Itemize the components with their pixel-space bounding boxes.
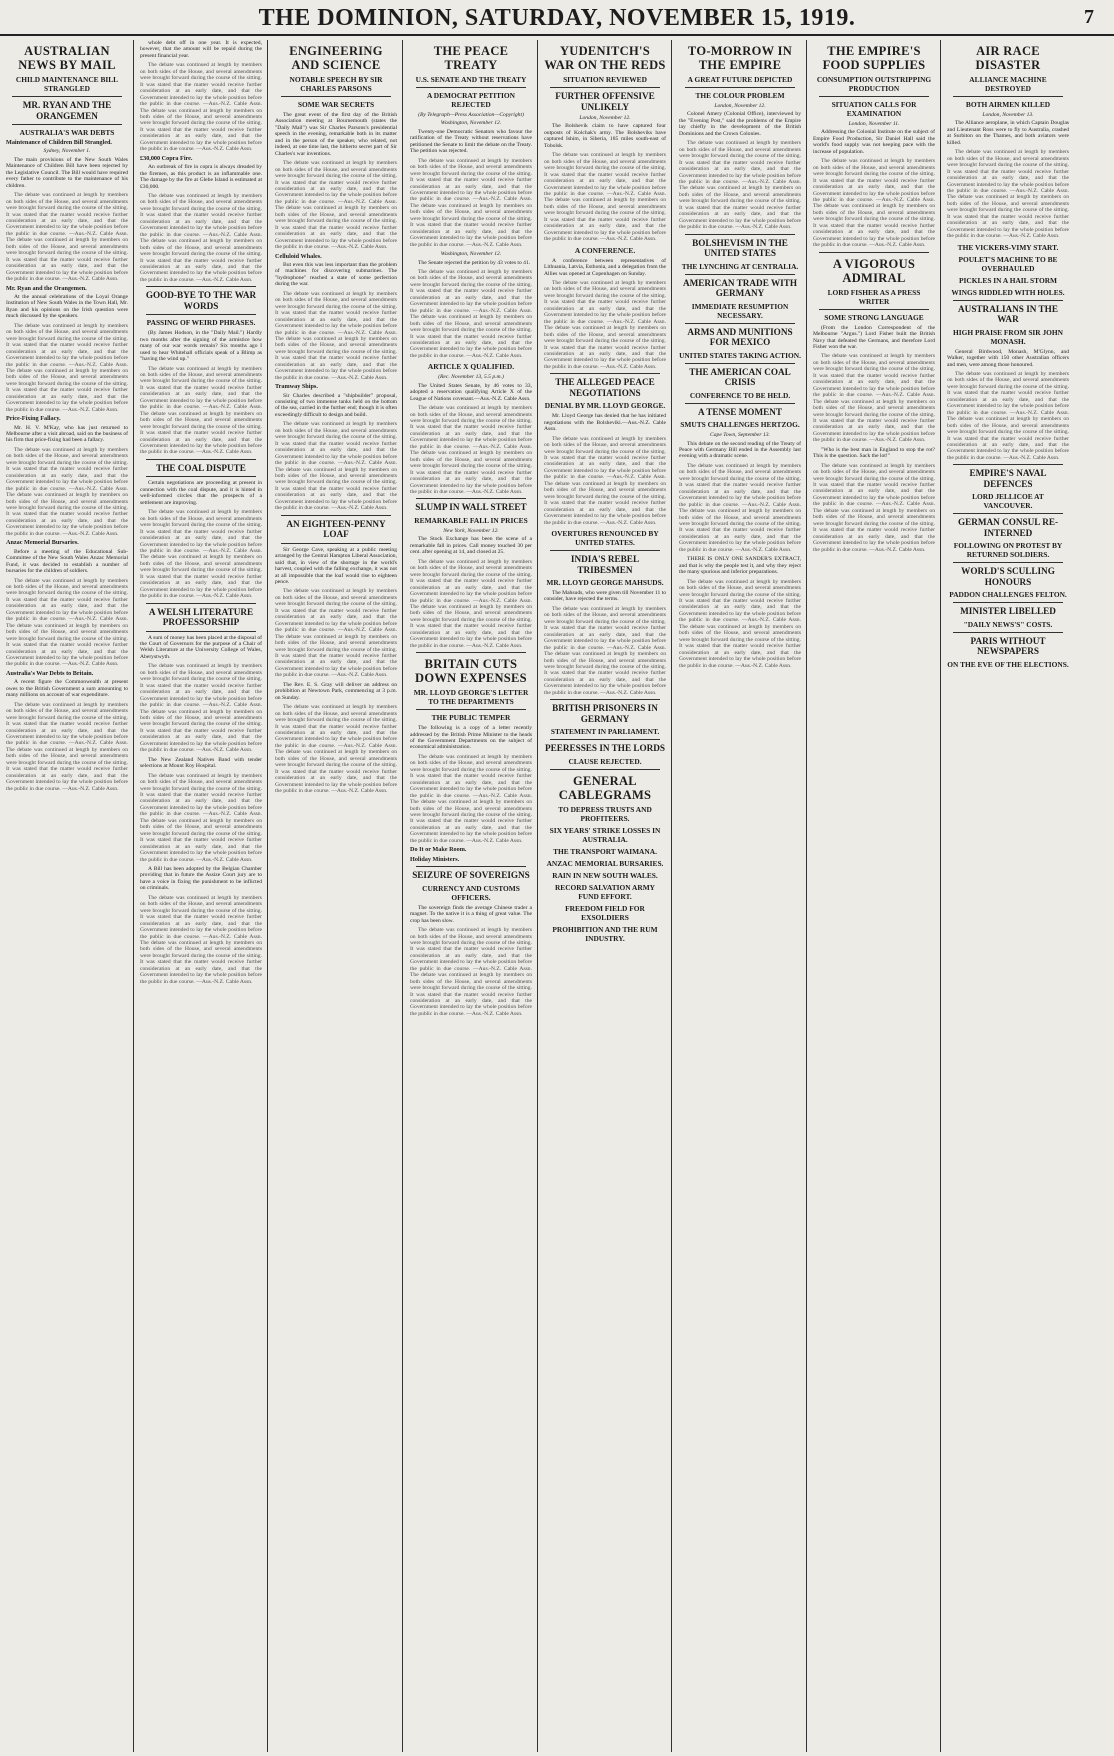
section-heading: Tramway Ships. [275, 383, 318, 391]
rule-divider [953, 464, 1063, 465]
section-heading: Australia's War Debts to Britain. [6, 669, 94, 677]
body-paragraph-continued: The debate was continued at length by members on both sides of the House, and several amendments were brought forward during the course of the sitting. It was stated that the matter would receive further consideration at an early date, and that the Government intended to lay the whole position before the public in due course. —Aus.-N.Z. Cable Assn. The debate was continued at length by members on both sides of the House, and several amendments were brought forward during the course of the sitting. It was stated that the matter would receive further consideration at an early date, and that the Government intended to lay the whole position before the public in due course. —Aus.-N.Z. Cable Assn. [140, 894, 262, 985]
body-paragraph: An outbreak of fire in copra is always dreaded by the firemen, as this product is an inflammable one. The damage by the fire at Glebe Island is estimated at £30,000. [140, 164, 262, 190]
body-paragraph: "Who is the best man in England to stop the rot? This is the question. Sack the lot!" [813, 446, 935, 460]
masthead-title: THE DOMINION, SATURDAY, NOVEMBER 15, 1919. [258, 5, 856, 31]
article-subhead: PEERESSES IN THE LORDS [544, 743, 666, 754]
column-divider [267, 40, 268, 1752]
article-subhead: SOME WAR SECRETS [297, 100, 375, 109]
article-subhead: THE ALLEGED PEACE NEGOTIATIONS [555, 377, 655, 398]
dateline: (Rec. November 13, 5.5 p.m.) [438, 374, 504, 381]
body-paragraph-continued: The debate was continued at length by members on both sides of the House, and several amendments were brought forward during the course of the sitting. It was stated that the matter would receive further consideration at an early date, and that the Government intended to lay the whole position before the public in due course. —Aus.-N.Z. Cable Assn. The debate was continued at length by members on both sides of the House, and several amendments were brought forward during the course of the sitting. It was stated that the matter would receive further consideration at an early date, and that the Government intended to lay the whole position before the public in due course. —Aus.-N.Z. Cable Assn. [813, 158, 935, 249]
body-paragraph-continued: The debate was continued at length by members on both sides of the House, and several amendments were brought forward during the course of the sitting. It was stated that the matter would receive further consideration at an early date, and that the Government intended to lay the whole position before the public in due course. —Aus.-N.Z. Cable Assn. The debate was continued at length by members on both sides of the House, and several amendments were brought forward during the course of the sitting. It was stated that the matter would receive further consideration at an early date, and that the Government intended to lay the whole position before the public in due course. —Aus.-N.Z. Cable Assn. [6, 322, 128, 413]
body-paragraph-continued: The debate was continued at length by members on both sides of the House, and several amendments were brought forward during the course of the sitting. It was stated that the matter would receive further consideration at an early date, and that the Government intended to lay the whole position before the public in due course. —Aus.-N.Z. Cable Assn. The debate was continued at length by members on both sides of the House, and several amendments were brought forward during the course of the sitting. It was stated that the matter would receive further consideration at an early date, and that the Government intended to lay the whole position before the public in due course. —Aus.-N.Z. Cable Assn. [544, 605, 666, 696]
article-headline: GENERAL CABLEGRAMS [558, 773, 652, 802]
article-subhead: THE COAL DISPUTE [156, 462, 246, 473]
article-subhead: RAIN IN NEW SOUTH WALES. [552, 870, 658, 880]
rule-divider [819, 252, 929, 253]
dateline: London, November 12. [579, 115, 631, 121]
body-paragraph: The Stock Exchange has been the scene of a remarkable fall in prices. Call money touched 30 per cent. after opening at 14, and closed at 25. [410, 536, 532, 556]
column-divider [133, 40, 134, 1752]
rule-divider [550, 769, 660, 770]
body-paragraph-continued: The debate was continued at length by members on both sides of the House, and several amendments were brought forward during the course of the sitting. It was stated that the matter would receive further consideration at an early date, and that the Government intended to lay the whole position before the public in due course. —Aus.-N.Z. Cable Assn. The debate was continued at length by members on both sides of the House, and several amendments were brought forward during the course of the sitting. It was stated that the matter would receive further consideration at an early date, and that the Government intended to lay the whole position before the public in due course. —Aus.-N.Z. Cable Assn. [544, 279, 666, 370]
article-subhead: BOLSHEVISM IN THE UNITED STATES [692, 237, 788, 259]
article-subhead: BOTH AIRMEN KILLED [965, 100, 1051, 109]
body-paragraph: The Senate rejected the petition by 43 votes to 41. [418, 259, 531, 266]
body-paragraph-continued: The debate was continued at length by members on both sides of the House, and several amendments were brought forward during the course of the sitting. It was stated that the matter would receive further consideration at an early date, and that the Government intended to lay the whole position before the public in due course. —Aus.-N.Z. Cable Assn. The debate was continued at length by members on both sides of the House, and several amendments were brought forward during the course of the sitting. It was stated that the matter would receive further consideration at an early date, and that the Government intended to lay the whole position before the public in due course. —Aus.-N.Z. Cable Assn. [275, 421, 397, 512]
body-paragraph-continued: The debate was continued at length by members on both sides of the House, and several amendments were brought forward during the course of the sitting. It was stated that the matter would receive further consideration at an early date, and that the Government intended to lay the whole position before the public in due course. —Aus.-N.Z. Cable Assn. The debate was continued at length by members on both sides of the House, and several amendments were brought forward during the course of the sitting. It was stated that the matter would receive further consideration at an early date, and that the Government intended to lay the whole position before the public in due course. —Aus.-N.Z. Cable Assn. [6, 701, 128, 792]
article-subhead: A DEMOCRAT PETITION REJECTED [426, 91, 515, 109]
body-paragraph: A recent figure the Commonwealth at present owes to the British Government a sum amounting to many millions on account of war expenditure. [6, 679, 128, 699]
body-paragraph-continued: The debate was continued at length by members on both sides of the House, and several amendments were brought forward during the course of the sitting. It was stated that the matter would receive further consideration at an early date, and that the Government intended to lay the whole position before the public in due course. —Aus.-N.Z. Cable Assn. The debate was continued at length by members on both sides of the House, and several amendments were brought forward during the course of the sitting. It was stated that the matter would receive further consideration at an early date, and that the Government intended to lay the whole position before the public in due course. —Aus.-N.Z. Cable Assn. [410, 558, 532, 649]
article-subhead: TO DEPRESS TRUSTS AND PROFITEERS. [558, 804, 652, 823]
rule-divider [146, 314, 256, 315]
article-subhead: OVERTURES RENOUNCED BY UNITED STATES. [551, 529, 659, 548]
article-subhead: A CONFERENCE. [574, 245, 636, 255]
article-subhead: GERMAN CONSUL RE-INTERNED [957, 517, 1059, 538]
rule-divider [146, 631, 256, 632]
body-paragraph: whole debt off in one year. It is expected, however, that the amount will be repaid during the present financial year. [140, 40, 262, 59]
article-subhead: PASSING OF WEIRD PHRASES. [146, 318, 256, 328]
article-subhead: A TENSE MOMENT [697, 406, 783, 417]
article-subhead: ARMS AND MUNITIONS FOR MEXICO [687, 326, 793, 348]
article-subhead: HIGH PRAISE FROM SIR JOHN MONASH. [952, 327, 1064, 346]
article-headline: AUSTRALIAN NEWS BY MAIL [18, 44, 116, 72]
body-paragraph-continued: The debate was continued at length by members on both sides of the House, and several amendments were brought forward during the course of the sitting. It was stated that the matter would receive further consideration at an early date, and that the Government intended to lay the whole position before the public in due course. —Aus.-N.Z. Cable Assn. The debate was continued at length by members on both sides of the House, and several amendments were brought forward during the course of the sitting. It was stated that the matter would receive further consideration at an early date, and that the Government intended to lay the whole position before the public in due course. —Aus.-N.Z. Cable Assn. [813, 353, 935, 444]
body-paragraph-continued: The debate was continued at length by members on both sides of the House, and several amendments were brought forward during the course of the sitting. It was stated that the matter would receive further consideration at an early date, and that the Government intended to lay the whole position before the public in due course. —Aus.-N.Z. Cable Assn. The debate was continued at length by members on both sides of the House, and several amendments were brought forward during the course of the sitting. It was stated that the matter would receive further consideration at an early date, and that the Government intended to lay the whole position before the public in due course. —Aus.-N.Z. Cable Assn. [410, 268, 532, 359]
article-subhead: AUSTRALIA'S WAR DEBTS [19, 128, 115, 137]
body-paragraph: A Bill has been adopted by the Belgian Chamber providing that in future the Assize Court jury are to have a voice in fixing the punishment to be inflicted on criminals. [140, 865, 262, 892]
article-subhead: RECORD SALVATION ARMY FUND EFFORT. [554, 882, 656, 901]
body-paragraph: The Bolshevik claim to have captured four outposts of Kolchak's army. The Bolsheviks have captured Ishim, in Siberia, 185 miles south-east of Tobolsk. [544, 123, 666, 149]
body-paragraph: The sovereign finds the average Chinese trader a magnet. To the native it is a thing of great value. The crop has been slow. [410, 904, 532, 924]
body-paragraph-continued: The debate was continued at length by members on both sides of the House, and several amendments were brought forward during the course of the sitting. It was stated that the matter would receive further consideration at an early date, and that the Government intended to lay the whole position before the public in due course. —Aus.-N.Z. Cable Assn. The debate was continued at length by members on both sides of the House, and several amendments were brought forward during the course of the sitting. It was stated that the matter would receive further consideration at an early date, and that the Government intended to lay the whole position before the public in due course. —Aus.-N.Z. Cable Assn. [679, 140, 801, 231]
body-paragraph: But even this was less important than the problem of machines for discovering submarines. The "hydrophone" reached a state of some perfection during the war. [275, 261, 397, 288]
rule-divider [953, 562, 1063, 563]
rule-divider [416, 87, 526, 88]
article-headline: THE PEACE TREATY [433, 44, 509, 72]
column-8 [947, 40, 1069, 1752]
article-subhead: REMARKABLE FALL IN PRICES [414, 515, 528, 525]
body-paragraph: Sir Charles described a "shipbuilder" proposal, consisting of two immense tanks held on the bottom of the sea, carried in the further end; though it is often exceedingly difficult to design and build. [275, 392, 397, 418]
rule-divider [281, 96, 391, 97]
article-subhead: LORD JELLICOE AT VANCOUVER. [972, 492, 1044, 511]
body-paragraph: Mr. H. V. M'Kay, who has just returned to Melbourne after a visit abroad, said on the business of his firm that price-fixing had been a fallacy. [6, 424, 128, 444]
article-subhead: A WELSH LITERATURE PROFESSORSHIP [148, 606, 254, 628]
rule-divider [550, 373, 660, 374]
body-paragraph-continued: The debate was continued at length by members on both sides of the House, and several amendments were brought forward during the course of the sitting. It was stated that the matter would receive further consideration at an early date, and that the Government intended to lay the whole position before the public in due course. —Aus.-N.Z. Cable Assn. The debate was continued at length by members on both sides of the House, and several amendments were brought forward during the course of the sitting. It was stated that the matter would receive further consideration at an early date, and that the Government intended to lay the whole position before the public in due course. —Aus.-N.Z. Cable Assn. [275, 704, 397, 795]
rule-divider [416, 498, 526, 499]
article-subhead: "DAILY NEWS'S" COSTS. [963, 619, 1053, 629]
body-paragraph-continued: The debate was continued at length by members on both sides of the House, and several amendments were brought forward during the course of the sitting. It was stated that the matter would receive further consideration at an early date, and that the Government intended to lay the whole position before the public in due course. —Aus.-N.Z. Cable Assn. The debate was continued at length by members on both sides of the House, and several amendments were brought forward during the course of the sitting. It was stated that the matter would receive further consideration at an early date, and that the Government intended to lay the whole position before the public in due course. —Aus.-N.Z. Cable Assn. [410, 927, 532, 1017]
rule-divider [550, 87, 660, 88]
article-subhead: AUSTRALIANS IN THE WAR [958, 303, 1058, 325]
article-subhead: U.S. SENATE AND THE TREATY [415, 75, 527, 84]
body-paragraph: Twenty-one Democratic Senators who favour the ratification of the Treaty without reservations have petitioned the Senate to limit the debate on the Treaty. The petition was rejected. [410, 128, 532, 155]
article-subhead: CLAUSE REJECTED. [568, 756, 642, 766]
body-paragraph-continued: The debate was continued at length by members on both sides of the House, and several amendments were brought forward during the course of the sitting. It was stated that the matter would receive further consideration at an early date, and that the Government intended to lay the whole position before the public in due course. —Aus.-N.Z. Cable Assn. The debate was continued at length by members on both sides of the House, and several amendments were brought forward during the course of the sitting. It was stated that the matter would receive further consideration at an early date, and that the Government intended to lay the whole position before the public in due course. —Aus.-N.Z. Cable Assn. [679, 578, 801, 669]
rule-divider [953, 96, 1063, 97]
section-heading: Price-Fixing Fallacy. [6, 415, 61, 423]
column-1 [6, 40, 128, 1752]
article-subhead: FURTHER OFFENSIVE UNLIKELY [555, 91, 655, 112]
body-paragraph-continued: The debate was continued at length by members on both sides of the House, and several amendments were brought forward during the course of the sitting. It was stated that the matter would receive further consideration at an early date, and that the Government intended to lay the whole position before the public in due course. —Aus.-N.Z. Cable Assn. The debate was continued at length by members on both sides of the House, and several amendments were brought forward during the course of the sitting. It was stated that the matter would receive further consideration at an early date, and that the Government intended to lay the whole position before the public in due course. —Aus.-N.Z. Cable Assn. [140, 62, 262, 153]
body-paragraph-continued: The debate was continued at length by members on both sides of the House, and several amendments were brought forward during the course of the sitting. It was stated that the matter would receive further consideration at an early date, and that the Government intended to lay the whole position before the public in due course. —Aus.-N.Z. Cable Assn. The debate was continued at length by members on both sides of the House, and several amendments were brought forward during the course of the sitting. It was stated that the matter would receive further consideration at an early date, and that the Government intended to lay the whole position before the public in due course. —Aus.-N.Z. Cable Assn. [6, 577, 128, 668]
rule-divider [953, 513, 1063, 514]
rule-divider [685, 403, 795, 404]
article-subhead: CONSUMPTION OUTSTRIPPING PRODUCTION [816, 75, 932, 93]
section-heading: Anzac Memorial Bursaries. [6, 539, 79, 547]
article-subhead: MR. LLOYD GEORGE MAHSUDS. [546, 578, 664, 588]
article-subhead: SEIZURE OF SOVEREIGNS [412, 870, 530, 881]
dateline: London, November 12. [714, 103, 766, 109]
article-subhead: SIX YEARS' STRIKE LOSSES IN AUSTRALIA. [549, 825, 661, 844]
article-headline: BRITAIN CUTS DOWN EXPENSES [415, 657, 527, 686]
body-paragraph: A conference between representatives of Lithuania, Latvia, Esthonia, and a delegation from the Allies was opened at Copenhagen on Sunday. [544, 257, 666, 277]
body-paragraph: The following is a copy of a letter recently addressed by the British Prime Minister to the heads of the Government Departments on the subject of economical administration. [410, 725, 532, 751]
rule-divider [146, 603, 256, 604]
rule-divider [416, 652, 526, 653]
body-paragraph-continued: The debate was continued at length by members on both sides of the House, and several amendments were brought forward during the course of the sitting. It was stated that the matter would receive further consideration at an early date, and that the Government intended to lay the whole position before the public in due course. —Aus.-N.Z. Cable Assn. The debate was continued at length by members on both sides of the House, and several amendments were brought forward during the course of the sitting. It was stated that the matter would receive further consideration at an early date, and that the Government intended to lay the whole position before the public in due course. —Aus.-N.Z. Cable Assn. [813, 462, 935, 553]
body-paragraph-continued: The debate was continued at length by members on both sides of the House, and several amendments were brought forward during the course of the sitting. It was stated that the matter would receive further consideration at an early date, and that the Government intended to lay the whole position before the public in due course. —Aus.-N.Z. Cable Assn. The debate was continued at length by members on both sides of the House, and several amendments were brought forward during the course of the sitting. It was stated that the matter would receive further consideration at an early date, and that the Government intended to lay the whole position before the public in due course. —Aus.-N.Z. Cable Assn. [544, 152, 666, 243]
rule-divider [146, 476, 256, 477]
article-subhead: ANZAC MEMORIAL BURSARIES. [546, 858, 664, 868]
column-divider [671, 40, 672, 1752]
article-subhead: CHILD MAINTENANCE BILL STRANGLED [15, 75, 119, 93]
column-4 [410, 40, 532, 1752]
body-paragraph: Mr. Lloyd George has denied that he has initiated negotiations with the Bolsheviki.—Aus.-N.Z. Cable Assn. [544, 413, 666, 433]
rule-divider [953, 632, 1063, 633]
rule-divider [416, 866, 526, 867]
article-subhead: NOTABLE SPEECH BY SIR CHARLES PARSONS [289, 75, 383, 93]
rule-divider [819, 96, 929, 97]
article-subhead: BRITISH PRISONERS IN GERMANY [552, 703, 658, 724]
article-subhead: FREEDOM FIELD FOR EXSOLDIERS [565, 903, 645, 922]
rule-divider [146, 286, 256, 287]
dateline: London, November 11. [848, 121, 900, 127]
body-paragraph: The New Zealand Natives Band with tender selections at Mount Roy Hospital. [140, 756, 262, 770]
body-paragraph-continued: The debate was continued at length by members on both sides of the House, and several amendments were brought forward during the course of the sitting. It was stated that the matter would receive further consideration at an early date, and that the Government intended to lay the whole position before the public in due course. —Aus.-N.Z. Cable Assn. The debate was continued at length by members on both sides of the House, and several amendments were brought forward during the course of the sitting. It was stated that the matter would receive further consideration at an early date, and that the Government intended to lay the whole position before the public in due course. —Aus.-N.Z. Cable Assn. [410, 157, 532, 248]
column-5 [544, 40, 666, 1752]
section-heading: Celluloid Whales. [275, 252, 322, 260]
column-divider [402, 40, 403, 1752]
column-2 [140, 40, 262, 1752]
article-subhead: THE LYNCHING AT CENTRALIA. [681, 261, 799, 271]
article-subhead: MR. RYAN AND THE ORANGEMEN [22, 100, 112, 121]
article-subhead: IMMEDIATE RESUMPTION NECESSARY. [691, 301, 789, 320]
section-heading: Mr. Ryan and the Orangemen. [6, 284, 87, 292]
rule-divider [685, 87, 795, 88]
body-paragraph: Sir George Cave, speaking at a public meeting arranged by the Central Hampton Liberal Association, said that, in view of the shortage in the world's harvest, coupled with the falling exchange, it was not at all impossible that the loaf would rise to eighteen pence. [275, 546, 397, 585]
article-subhead: CONFERENCE TO BE HELD. [689, 390, 791, 400]
body-paragraph-continued: The debate was continued at length by members on both sides of the House, and several amendments were brought forward during the course of the sitting. It was stated that the matter would receive further consideration at an early date, and that the Government intended to lay the whole position before the public in due course. —Aus.-N.Z. Cable Assn. The debate was continued at length by members on both sides of the House, and several amendments were brought forward during the course of the sitting. It was stated that the matter would receive further consideration at an early date, and that the Government intended to lay the whole position before the public in due course. —Aus.-N.Z. Cable Assn. [679, 462, 801, 553]
dateline: Washington, November 12. [440, 251, 502, 258]
article-headline: TO-MORROW IN THE EMPIRE [687, 44, 793, 72]
body-paragraph: A sum of money has been placed at the disposal of the Court of Governors for the purpose of a Chair of Welsh Literature at the University College of Wales, Aberystwyth. [140, 634, 262, 660]
dateline: (By Telegraph—Press Association—Copyright) [418, 112, 524, 118]
dateline: Washington, November 12. [440, 120, 502, 127]
article-subhead: THE AMERICAN COAL CRISIS [689, 366, 791, 388]
dateline: Cape Town, September 13. [710, 432, 770, 439]
article-subhead: PARIS WITHOUT NEWSPAPERS [970, 635, 1046, 657]
article-subhead: MR. LLOYD GEORGE'S LETTER TO THE DEPARTMENTS [413, 688, 529, 707]
article-subhead: WORLD'S SCULLING HONOURS [961, 566, 1055, 587]
body-paragraph-continued: The debate was continued at length by members on both sides of the House, and several amendments were brought forward during the course of the sitting. It was stated that the matter would receive further consideration at an early date, and that the Government intended to lay the whole position before the public in due course. —Aus.-N.Z. Cable Assn. The debate was continued at length by members on both sides of the House, and several amendments were brought forward during the course of the sitting. It was stated that the matter would receive further consideration at an early date, and that the Government intended to lay the whole position before the public in due course. —Aus.-N.Z. Cable Assn. [947, 149, 1069, 240]
rule-divider [953, 602, 1063, 603]
body-paragraph-continued: The debate was continued at length by members on both sides of the House, and several amendments were brought forward during the course of the sitting. It was stated that the matter would receive further consideration at an early date, and that the Government intended to lay the whole position before the public in due course. —Aus.-N.Z. Cable Assn. The debate was continued at length by members on both sides of the House, and several amendments were brought forward during the course of the sitting. It was stated that the matter would receive further consideration at an early date, and that the Government intended to lay the whole position before the public in due course. —Aus.-N.Z. Cable Assn. [6, 192, 128, 283]
column-3 [275, 40, 397, 1752]
body-paragraph-continued: The debate was continued at length by members on both sides of the House, and several amendments were brought forward during the course of the sitting. It was stated that the matter would receive further consideration at an early date, and that the Government intended to lay the whole position before the public in due course. —Aus.-N.Z. Cable Assn. The debate was continued at length by members on both sides of the House, and several amendments were brought forward during the course of the sitting. It was stated that the matter would receive further consideration at an early date, and that the Government intended to lay the whole position before the public in due course. —Aus.-N.Z. Cable Assn. [140, 772, 262, 863]
article-subhead: SLUMP IN WALL STREET [415, 502, 527, 513]
article-subhead: UNITED STATES TAKING ACTION. [679, 350, 801, 360]
rule-divider [953, 300, 1063, 301]
body-paragraph: The Alliance aeroplane, in which Captain Douglas and Lieutenant Ross were to fly to Australia, crashed at Surbiton on the Thames, and both aviators were killed. [947, 120, 1069, 146]
article-headline: ENGINEERING AND SCIENCE [289, 44, 383, 72]
body-paragraph-continued: The debate was continued at length by members on both sides of the House, and several amendments were brought forward during the course of the sitting. It was stated that the matter would receive further consideration at an early date, and that the Government intended to lay the whole position before the public in due course. —Aus.-N.Z. Cable Assn. The debate was continued at length by members on both sides of the House, and several amendments were brought forward during the course of the sitting. It was stated that the matter would receive further consideration at an early date, and that the Government intended to lay the whole position before the public in due course. —Aus.-N.Z. Cable Assn. [947, 370, 1069, 461]
rule-divider [12, 96, 122, 97]
article-subhead: ON THE EVE OF THE ELECTIONS. [947, 659, 1069, 669]
article-subhead: A GREAT FUTURE DEPICTED [687, 75, 793, 84]
body-paragraph-continued: The debate was continued at length by members on both sides of the House, and several amendments were brought forward during the course of the sitting. It was stated that the matter would receive further consideration at an early date, and that the Government intended to lay the whole position before the public in due course. —Aus.-N.Z. Cable Assn. The debate was continued at length by members on both sides of the House, and several amendments were brought forward during the course of the sitting. It was stated that the matter would receive further consideration at an early date, and that the Government intended to lay the whole position before the public in due course. —Aus.-N.Z. Cable Assn. [275, 588, 397, 679]
dateline: London, November 13. [982, 112, 1034, 118]
column-divider [537, 40, 538, 1752]
rule-divider [281, 515, 391, 516]
body-paragraph-continued: The debate was continued at length by members on both sides of the House, and several amendments were brought forward during the course of the sitting. It was stated that the matter would receive further consideration at an early date, and that the Government intended to lay the whole position before the public in due course. —Aus.-N.Z. Cable Assn. The debate was continued at length by members on both sides of the House, and several amendments were brought forward during the course of the sitting. It was stated that the matter would receive further consideration at an early date, and that the Government intended to lay the whole position before the public in due course. —Aus.-N.Z. Cable Assn. [140, 509, 262, 600]
body-paragraph: The Mahsuds, who were given till November 11 to consider, have rejected the terms. [544, 590, 666, 603]
body-paragraph-continued: The debate was continued at length by members on both sides of the House, and several amendments were brought forward during the course of the sitting. It was stated that the matter would receive further consideration at an early date, and that the Government intended to lay the whole position before the public in due course. —Aus.-N.Z. Cable Assn. The debate was continued at length by members on both sides of the House, and several amendments were brought forward during the course of the sitting. It was stated that the matter would receive further consideration at an early date, and that the Government intended to lay the whole position before the public in due course. —Aus.-N.Z. Cable Assn. [544, 435, 666, 526]
page-number: 7 [1084, 6, 1094, 28]
rule-divider [819, 309, 929, 310]
article-subhead: THE COLOUR PROBLEM [695, 91, 785, 100]
body-paragraph: (From the London Correspondent of the Melbourne "Argus.") Lord Fisher built the British Navy that defeated the Germans, and therefore Lord Fisher won the war. [813, 324, 935, 350]
body-paragraph-continued: The debate was continued at length by members on both sides of the House, and several amendments were brought forward during the course of the sitting. It was stated that the matter would receive further consideration at an early date, and that the Government intended to lay the whole position before the public in due course. —Aus.-N.Z. Cable Assn. The debate was continued at length by members on both sides of the House, and several amendments were brought forward during the course of the sitting. It was stated that the matter would receive further consideration at an early date, and that the Government intended to lay the whole position before the public in due course. —Aus.-N.Z. Cable Assn. [140, 192, 262, 283]
article-subhead: LORD FISHER AS A PRESS WRITER [827, 287, 921, 306]
dateline: New York, November 12. [443, 527, 499, 534]
article-subhead: AMERICAN TRADE WITH GERMANY [682, 277, 797, 299]
column-divider [806, 40, 807, 1752]
masthead [0, 0, 1114, 36]
article-subhead: SITUATION CALLS FOR EXAMINATION [831, 100, 917, 118]
article-subhead: INDIA'S REBEL TRIBESMEN [570, 554, 640, 575]
article-headline: YUDENITCH'S WAR ON THE REDS [544, 44, 666, 72]
article-subhead: ALLIANCE MACHINE DESTROYED [969, 75, 1047, 93]
article-subhead: ARTICLE X QUALIFIED. [427, 362, 515, 372]
rule-divider [550, 739, 660, 740]
rule-divider [12, 124, 122, 125]
article-subhead: STATEMENT IN PARLIAMENT. [550, 727, 660, 737]
article-headline: A VIGOROUS ADMIRAL [832, 256, 916, 285]
article-headline: THE EMPIRE'S FOOD SUPPLIES [822, 44, 926, 72]
article-subhead: GOOD-BYE TO THE WAR WORDS [145, 290, 257, 311]
section-heading: £30,000 Copra Fire. [140, 154, 193, 162]
body-paragraph: Addressing the Colonial Institute on the subject of Empire Food Production, Sir Daniel Hall said the world's food supply was not keeping pace with the increase of population. [813, 129, 935, 155]
body-paragraph-continued: The debate was continued at length by members on both sides of the House, and several amendments were brought forward during the course of the sitting. It was stated that the matter would receive further consideration at an early date, and that the Government intended to lay the whole position before the public in due course. —Aus.-N.Z. Cable Assn. The debate was continued at length by members on both sides of the House, and several amendments were brought forward during the course of the sitting. It was stated that the matter would receive further consideration at an early date, and that the Government intended to lay the whole position before the public in due course. —Aus.-N.Z. Cable Assn. [275, 160, 397, 251]
column-6 [679, 40, 801, 1752]
body-paragraph: Before a meeting of the Educational Sub-Committee of the New South Wales Anzac Memorial Fund, it was decided to establish a number of bursaries for the children of soldiers. [6, 548, 128, 575]
article-subhead: AN EIGHTEEN-PENNY LOAF [286, 518, 386, 540]
body-paragraph: The Rev. E. S. Gray will deliver an address on prohibition at Newtown Park, commencing at 3 p.m. on Sunday. [275, 681, 397, 701]
body-paragraph: THERE IS ONLY ONE SANDER'S EXTRACT, and that is why the people test it, and why they reject the many spurious and inferior preparations. [679, 556, 801, 576]
article-subhead: WINGS RIDDLED WITH HOLES. [951, 287, 1065, 297]
rule-divider [685, 323, 795, 324]
article-subhead: PICKLES IN A HAIL STORM [958, 275, 1058, 285]
article-subhead: PROHIBITION AND THE RUM INDUSTRY. [552, 924, 658, 943]
body-paragraph: General Birdwood, Monash, M'Glynn, and Walker, together with 150 other Australian officers and men, were among those honoured. [947, 348, 1069, 368]
body-paragraph: Colonel Amery (Colonial Office), interviewed by the "Evening Post," said the problems of the Empire lay chiefly in the development of the British Dominions and the Crown Colonies. [679, 111, 801, 137]
section-heading: Holiday Ministers. [410, 855, 460, 863]
article-subhead: SOME STRONG LANGUAGE [824, 312, 924, 322]
rule-divider [685, 274, 795, 275]
rule-divider [685, 234, 795, 235]
body-paragraph-continued: The debate was continued at length by members on both sides of the House, and several amendments were brought forward during the course of the sitting. It was stated that the matter would receive further consideration at an early date, and that the Government intended to lay the whole position before the public in due course. —Aus.-N.Z. Cable Assn. The debate was continued at length by members on both sides of the House, and several amendments were brought forward during the course of the sitting. It was stated that the matter would receive further consideration at an early date, and that the Government intended to lay the whole position before the public in due course. —Aus.-N.Z. Cable Assn. [410, 753, 532, 844]
body-paragraph-continued: The debate was continued at length by members on both sides of the House, and several amendments were brought forward during the course of the sitting. It was stated that the matter would receive further consideration at an early date, and that the Government intended to lay the whole position before the public in due course. —Aus.-N.Z. Cable Assn. The debate was continued at length by members on both sides of the House, and several amendments were brought forward during the course of the sitting. It was stated that the matter would receive further consideration at an early date, and that the Government intended to lay the whole position before the public in due course. —Aus.-N.Z. Cable Assn. [6, 446, 128, 537]
section-heading: Maintenance of Children Bill Strangled. [6, 139, 112, 146]
section-heading: Do It or Make Room. [410, 846, 467, 854]
article-subhead: POULET'S MACHINE TO BE OVERHAULED [958, 254, 1058, 273]
rule-divider [550, 550, 660, 551]
article-subhead: THE VICKERS-VIMY START. [957, 242, 1059, 252]
rule-divider [685, 363, 795, 364]
article-subhead: THE PUBLIC TEMPER [431, 713, 511, 723]
body-paragraph: This debate on the second reading of the Treaty of Peace with Germany Bill ended in the Assembly last evening with a dramatic scene. [679, 440, 801, 460]
rule-divider [550, 699, 660, 700]
body-paragraph: At the annual celebrations of the Loyal Orange Institution of New South Wales in the Town Hall, Mr. Ryan and his opinions on the Irish question were much discussed by the speakers. [6, 293, 128, 320]
body-paragraph-continued: The debate was continued at length by members on both sides of the House, and several amendments were brought forward during the course of the sitting. It was stated that the matter would receive further consideration at an early date, and that the Government intended to lay the whole position before the public in due course. —Aus.-N.Z. Cable Assn. The debate was continued at length by members on both sides of the House, and several amendments were brought forward during the course of the sitting. It was stated that the matter would receive further consideration at an early date, and that the Government intended to lay the whole position before the public in due course. —Aus.-N.Z. Cable Assn. [275, 290, 397, 381]
article-subhead: FOLLOWING ON PROTEST BY RETURNED SOLDIERS. [953, 541, 1063, 560]
body-paragraph: Certain negotiations are proceeding at present in connection with the coal dispute, and it is hinted in well-informed circles that the prospects of a settlement are improving. [140, 480, 262, 506]
body-paragraph: (By James Hodson, in the "Daily Mail.") Hardly two months after the signing of the armistice how many of our war words remain? Six months ago I used to hear Whitehall officials speak of a Blimp as "having the wind up." [140, 330, 262, 363]
body-paragraph: The United States Senate, by 46 votes to 33, adopted a reservation qualifying Article X of the League of Nations covenant.—Aus.-N.Z. Cable Assn. [410, 382, 532, 402]
body-paragraph-continued: The debate was continued at length by members on both sides of the House, and several amendments were brought forward during the course of the sitting. It was stated that the matter would receive further consideration at an early date, and that the Government intended to lay the whole position before the public in due course. —Aus.-N.Z. Cable Assn. The debate was continued at length by members on both sides of the House, and several amendments were brought forward during the course of the sitting. It was stated that the matter would receive further consideration at an early date, and that the Government intended to lay the whole position before the public in due course. —Aus.-N.Z. Cable Assn. [140, 663, 262, 754]
rule-divider [146, 459, 256, 460]
column-7 [813, 40, 935, 1752]
article-subhead: THE TRANSPORT WAIMANA. [553, 846, 657, 856]
body-paragraph: The main provisions of the New South Wales Maintenance of Children Bill have been rejected by the Legislative Council. The Bill would have required every father to contribute to the maintenance of his children. [6, 156, 128, 189]
article-subhead: DENIAL BY MR. LLOYD GEORGE. [544, 401, 666, 411]
article-subhead: EMPIRE'S NAVAL DEFENCES [969, 468, 1047, 489]
dateline: Sydney, November 1. [43, 148, 91, 155]
article-subhead: SMUTS CHALLENGES HERTZOG. [680, 420, 800, 430]
column-divider [940, 40, 941, 1752]
article-subhead: PADDON CHALLENGES FELTON. [949, 590, 1067, 600]
article-headline: AIR RACE DISASTER [975, 44, 1041, 72]
article-subhead: CURRENCY AND CUSTOMS OFFICERS. [422, 883, 520, 902]
article-subhead: MINISTER LIBELLED [960, 606, 1056, 617]
body-paragraph-continued: The debate was continued at length by members on both sides of the House, and several amendments were brought forward during the course of the sitting. It was stated that the matter would receive further consideration at an early date, and that the Government intended to lay the whole position before the public in due course. —Aus.-N.Z. Cable Assn. The debate was continued at length by members on both sides of the House, and several amendments were brought forward during the course of the sitting. It was stated that the matter would receive further consideration at an early date, and that the Government intended to lay the whole position before the public in due course. —Aus.-N.Z. Cable Assn. [410, 405, 532, 496]
body-paragraph-continued: The debate was continued at length by members on both sides of the House, and several amendments were brought forward during the course of the sitting. It was stated that the matter would receive further consideration at an early date, and that the Government intended to lay the whole position before the public in due course. —Aus.-N.Z. Cable Assn. The debate was continued at length by members on both sides of the House, and several amendments were brought forward during the course of the sitting. It was stated that the matter would receive further consideration at an early date, and that the Government intended to lay the whole position before the public in due course. —Aus.-N.Z. Cable Assn. [140, 365, 262, 456]
rule-divider [416, 709, 526, 710]
body-paragraph: The great event of the first day of the British Association meeting at Bournemouth (states the "Daily Mail") was Sir Charles Parsons's presidential speech in the evening, remarkable both in its matter and in the person of the speaker, who related, not indeed, at one time last, the hitherto secret part of Sir Charles's war inventions. [275, 112, 397, 157]
rule-divider [281, 543, 391, 544]
article-subhead: SITUATION REVIEWED [563, 75, 647, 84]
